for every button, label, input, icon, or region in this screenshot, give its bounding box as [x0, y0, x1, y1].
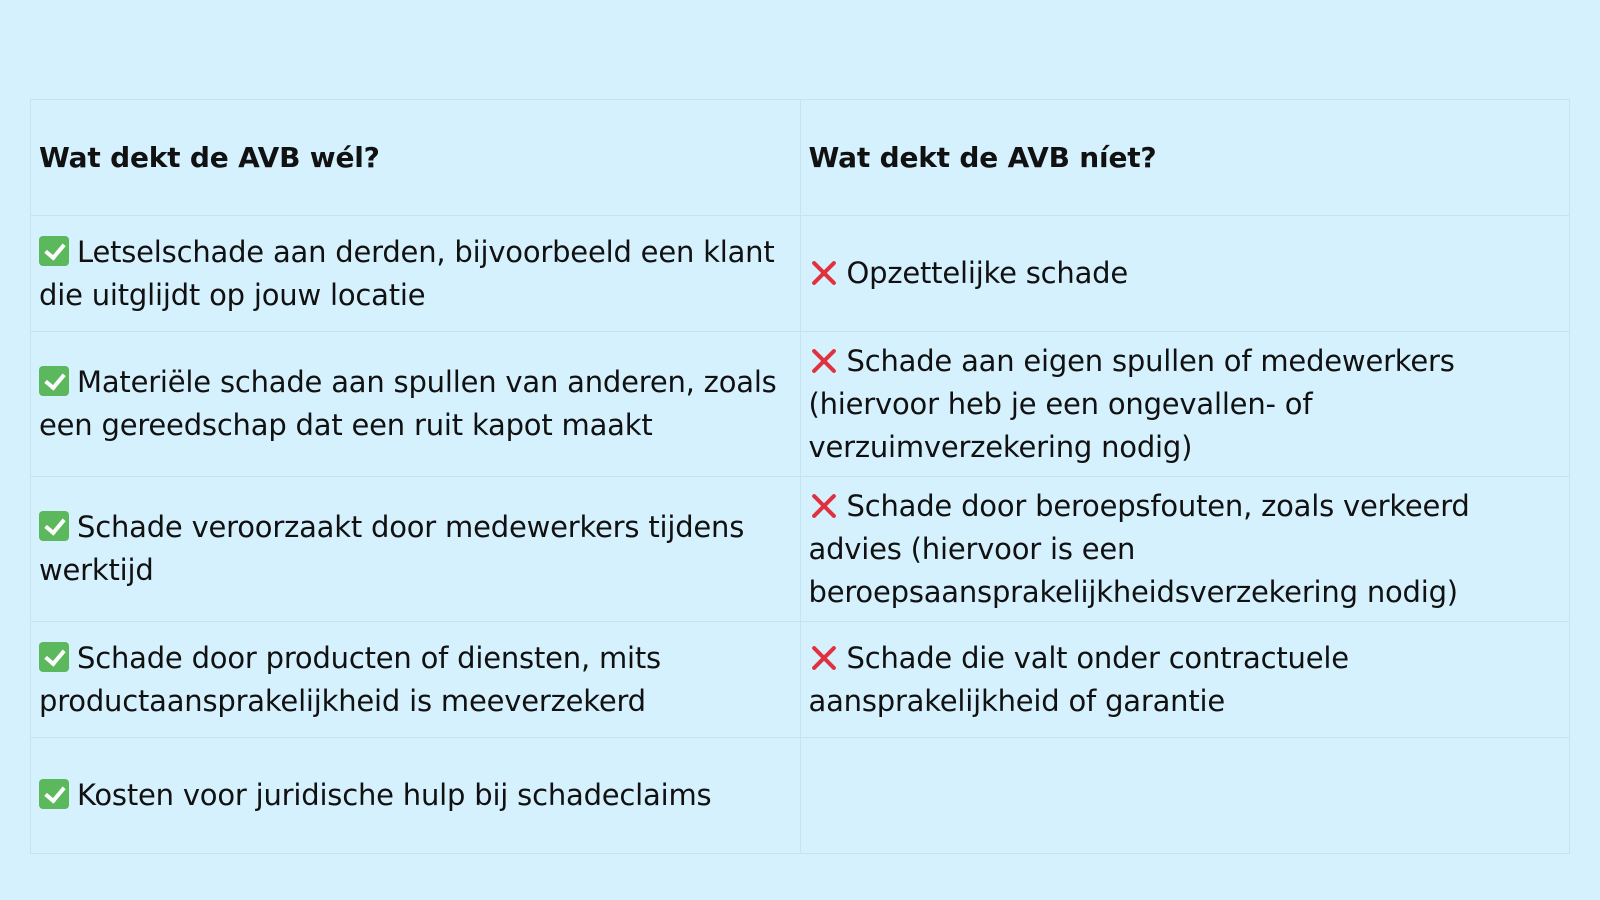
- check-mark-icon: [39, 236, 69, 266]
- cross-mark-icon: [809, 490, 839, 520]
- table-row: [31, 216, 1570, 332]
- not-covered-text: Schade aan eigen spullen of medewerkers (hiervoor heb je een ongevallen- of verzuimverzekering nodig): [808, 343, 1455, 464]
- cross-mark-icon: [809, 345, 839, 375]
- covered-text: Schade door producten of diensten, mits productaansprakelijkheid is meeverzekerd: [39, 640, 661, 718]
- coverage-table: [30, 99, 1570, 854]
- header-not-covered: Wat dekt de AVB níet?: [800, 100, 1570, 216]
- table-row: [31, 332, 1570, 477]
- cross-mark-icon: [809, 257, 839, 287]
- covered-cell: [31, 332, 801, 477]
- covered-cell: [31, 216, 801, 332]
- table-row: [31, 738, 1570, 854]
- not-covered-cell: [800, 477, 1570, 622]
- covered-text: Schade veroorzaakt door medewerkers tijdens werktijd: [39, 510, 745, 587]
- check-mark-icon: [39, 779, 69, 809]
- not-covered-text: Opzettelijke schade: [846, 256, 1129, 290]
- covered-text: Materiële schade aan spullen van anderen, zoals een gereedschap dat een ruit kapot maakt: [39, 365, 777, 442]
- covered-cell: [31, 477, 801, 622]
- check-mark-icon: [39, 511, 69, 541]
- not-covered-cell: [800, 622, 1570, 738]
- not-covered-cell: [800, 216, 1570, 332]
- not-covered-text: Schade door beroepsfouten, zoals verkeerd advies (hiervoor is een beroepsaansprakelijkheidsverzekering nodig): [808, 488, 1470, 609]
- header-row: [31, 100, 1570, 216]
- table-row: [31, 622, 1570, 738]
- table-row: [31, 477, 1570, 622]
- covered-cell: [31, 738, 801, 854]
- check-mark-icon: [39, 366, 69, 396]
- not-covered-cell: [800, 332, 1570, 477]
- covered-text: Kosten voor juridische hulp bij schadeclaims: [77, 778, 712, 812]
- check-mark-icon: [39, 642, 69, 672]
- covered-cell: [31, 622, 801, 738]
- cross-mark-icon: [809, 642, 839, 672]
- empty-cell: [800, 738, 1570, 854]
- not-covered-text: Schade die valt onder contractuele aansprakelijkheid of garantie: [808, 640, 1349, 718]
- covered-text: Letselschade aan derden, bijvoorbeeld een klant die uitglijdt op jouw locatie: [39, 234, 775, 312]
- header-covered: Wat dekt de AVB wél?: [31, 100, 801, 216]
